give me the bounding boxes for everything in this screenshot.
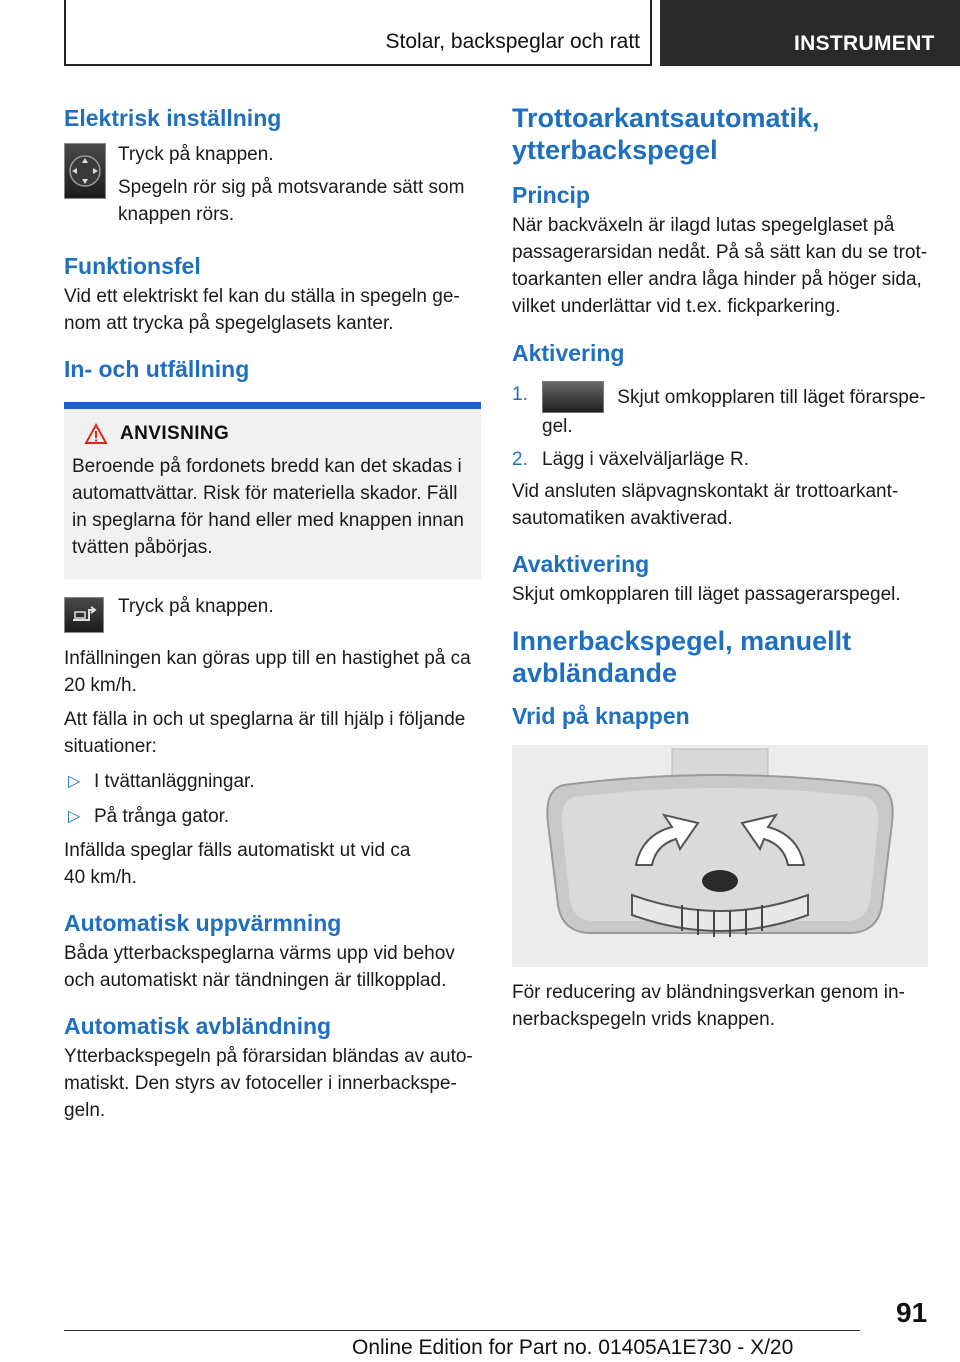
notice-rule [64,402,481,409]
heating-text: Båda ytterbackspeglarna värms upp vid behov och automatiskt när tändningen är tillkopplad. [64,943,455,991]
inner-mirror-illustration [512,745,928,967]
notice-body [64,409,481,579]
heading-malfunction: Funktionsfel [64,253,201,279]
heading-inner-mirror: Innerbackspegel, manuellt avbländande [512,626,852,688]
fold-text-2: Att fälla in och ut speglarna är till hjälp i följande situationer: [64,709,466,757]
heading-curb-function: Trottoarkantsautomatik, ytterbackspegel [512,103,820,165]
list-item: ▷ I tvättanläggningar. [64,768,481,795]
notice-title: ANVISNING [120,423,230,444]
step-2: 2. Lägg i växelväljarläge R. [512,446,928,473]
footer-rule [64,1330,860,1331]
notice-box [64,402,481,579]
electric-text-2: Spegeln rör sig på motsvarande sätt som knappen rörs. [118,177,465,225]
activation-text: Vid ansluten släpvagnskontakt är trottoarkant-sautomatiken avaktiverad. [512,481,899,529]
mirror-fold-button-icon [64,597,104,633]
mirror-adjust-button-icon [64,143,106,199]
header-chapter-box [64,0,652,66]
dimming-text: Ytterbackspegeln på förarsidan bländas av auto-matiskt. Den styrs av fotoceller i innerbackspe-geln. [64,1046,473,1121]
step-1-number: 1. [512,384,528,405]
fold-button-text: Tryck på knappen. [118,596,274,617]
page-number: 91 [896,1297,928,1328]
inner-mirror-text: För reducering av bländningsverkan genom in-nerbackspegeln vrids knappen. [512,982,905,1030]
step-2-number: 2. [512,449,528,470]
step-1: 1. Skjut omkopplaren till läget förarspe-gel. [512,381,928,440]
electric-button-row [64,141,481,237]
heading-activation: Aktivering [512,340,625,366]
fold-text-1: Infällningen kan göras upp till en hastighet på ca 20 km/h. [64,648,471,696]
heading-principle: Princip [512,182,590,208]
fold-text-3: Infällda speglar fälls automatiskt ut vid ca 40 km/h. [64,840,411,888]
heading-turn-knob: Vrid på knappen [512,703,690,729]
warning-triangle-icon [84,423,108,450]
section-title: INSTRUMENT [794,32,935,55]
list-item: ▷ På trånga gator. [64,803,481,830]
header-section-tab [660,0,960,66]
heading-auto-dimming: Automatisk avbländning [64,1013,332,1039]
heading-electric-adjustment: Elektrisk inställning [64,105,282,131]
heading-deactivation: Avaktivering [512,551,650,577]
left-column [64,96,481,1124]
triangle-bullet-icon: ▷ [68,773,81,790]
triangle-bullet-icon: ▷ [68,808,81,825]
chapter-title: Stolar, backspeglar och ratt [385,30,640,53]
principle-text: När backväxeln är ilagd lutas spegelglaset på passagerarsidan nedåt. På så sätt kan du se trot-toarkanten eller andra låga hinder på höger sida, vilket underlättar vid t.ex. fickparkering. [512,215,928,317]
heading-heating: Automatisk uppvärmning [64,910,342,936]
mirror-switch-icon [542,381,604,413]
malfunction-text: Vid ett elektriskt fel kan du ställa in spegeln ge-nom att trycka på spegelglasets kanter. [64,286,460,334]
fold-button-row [64,593,481,635]
heading-fold: In- och utfällning [64,356,250,382]
notice-text: Beroende på fordonets bredd kan det skadas i automattvättar. Risk för materiella skador. Fäll in speglarna för hand eller med knappen innan tvätten påbörjas. [72,456,464,558]
electric-text-1: Tryck på knappen. [118,144,274,165]
deactivation-text: Skjut omkopplaren till läget passagerarspegel. [512,584,901,605]
right-column [512,96,928,1033]
footer-edition: Online Edition for Part no. 01405A1E730 - X/20 [352,1336,794,1359]
